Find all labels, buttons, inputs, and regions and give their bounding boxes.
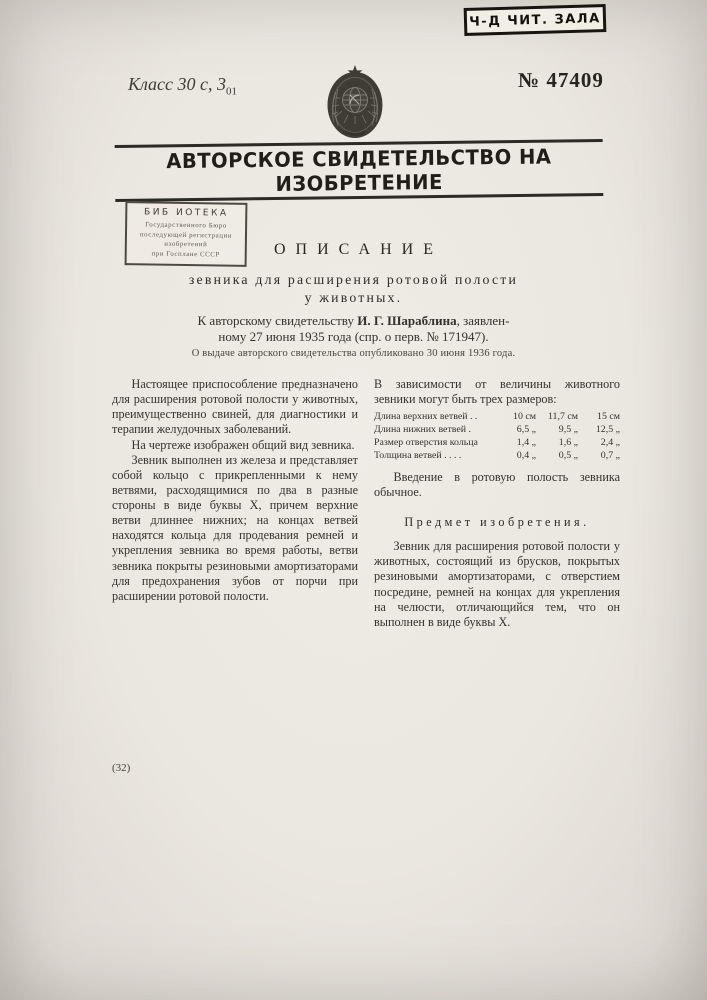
patent-class-label [128, 74, 237, 98]
ussr-emblem-icon [326, 62, 384, 140]
table-row [374, 424, 620, 437]
reading-room-stamp [464, 4, 607, 36]
library-stamp-line: при Госплане СССР [151, 250, 220, 259]
paragraph-construction: Зевник выполнен из железа и представляет собой кольцо с прикрепленными к нему ветвями, расходящимися по два в разные стороны в виде буквы X, причем верхние ветви длиннее нижних; на концах ветвей находятся кольца для продевания ремней и укрепления зевника во время работы, ветви зевника покрыты резиновыми амортизаторами для предохранения зубов от порчи при расширении ротовой полости. [112, 452, 358, 603]
claim-paragraph: Зевник для расширения ротовой полости у животных, состоящий из брусков, покрытых резиновыми амортизаторами, с отверстием посредине, ремней на концах для укрепления на челюсти, отличающийся тем, что он выполнен в виде буквы X. [374, 539, 620, 629]
library-stamp-line: Государственного Бюро [145, 221, 227, 230]
patent-number: № 47409 [518, 68, 604, 92]
ussr-emblem-graphic [326, 62, 384, 140]
description-heading: ОПИСАНИЕ [274, 241, 443, 258]
sizes-table [374, 411, 620, 463]
author-post-text: , заявлен- [456, 313, 510, 328]
patent-class-text: Класс 30 с, 3 [128, 74, 226, 94]
library-stamp-line: последующей регистрации [139, 230, 233, 240]
library-stamp-line: изобретений [164, 240, 208, 249]
page-number: (32) [112, 762, 131, 774]
left-column [112, 377, 358, 630]
claims-heading: Предмет изобретения. [404, 515, 590, 529]
right-column [374, 377, 620, 630]
row-value: 0,5 „ [558, 449, 578, 461]
certificate-title-block [115, 139, 604, 202]
author-pre-text: К авторскому свидетельству [197, 313, 358, 328]
row-value: 15 см [597, 411, 620, 423]
row-value: 12,5 „ [595, 424, 620, 436]
row-value: 1,6 „ [558, 437, 578, 448]
row-value: 2,4 „ [600, 437, 620, 448]
row-value: 0,4 „ [516, 449, 536, 461]
body-columns [112, 377, 620, 630]
certificate-title: АВТОРСКОЕ СВИДЕТЕЛЬСТВО НА ИЗОБРЕТЕНИЕ [166, 144, 552, 197]
paragraph-sizes-intro: В зависимости от величины животного зевники могут быть трех размеров: [374, 377, 620, 407]
row-label: Длина верхних ветвей . . [374, 411, 478, 423]
reading-room-stamp-text: Ч-Д ЧИТ. ЗАЛА [469, 10, 601, 30]
invention-title-line2: у животных. [304, 290, 403, 305]
row-label: Размер отверстия кольца [374, 437, 478, 448]
row-value: 9,5 „ [558, 424, 578, 436]
author-reference-line1 [0, 313, 707, 329]
library-stamp-title: БИБ ИОТЕКА [143, 207, 229, 219]
row-value: 10 см [513, 411, 536, 423]
row-value: 11,7 см [547, 411, 578, 423]
paragraph-drawing: На чертеже изображен общий вид зевника. [131, 437, 355, 452]
table-row [374, 450, 620, 463]
table-row [374, 437, 620, 450]
table-row [374, 411, 620, 424]
author-reference-line2: ному 27 июня 1935 года (спр. о перв. № 171947). [218, 329, 489, 344]
author-name: И. Г. Шараблина [357, 313, 457, 328]
row-value: 1,4 „ [516, 437, 536, 448]
patent-class-index: 01 [226, 85, 237, 98]
row-label: Толщина ветвей . . . . [374, 449, 462, 461]
paragraph-insertion: Введение в ротовую полость зевника обычное. [374, 469, 620, 499]
paragraph-purpose: Настоящее приспособление предназначено для расширения ротовой полости у животных, преимущественно свиней, для диагностики и терапии желудочных заболеваний. [112, 377, 358, 437]
row-value: 0,7 „ [600, 449, 620, 461]
invention-title-line1: зевника для расширения ротовой полости [188, 272, 519, 287]
row-label: Длина нижних ветвей . [374, 424, 471, 436]
row-value: 6,5 „ [516, 424, 536, 436]
publication-note: О выдаче авторского свидетельства опубликовано 30 июня 1936 года. [191, 348, 516, 359]
